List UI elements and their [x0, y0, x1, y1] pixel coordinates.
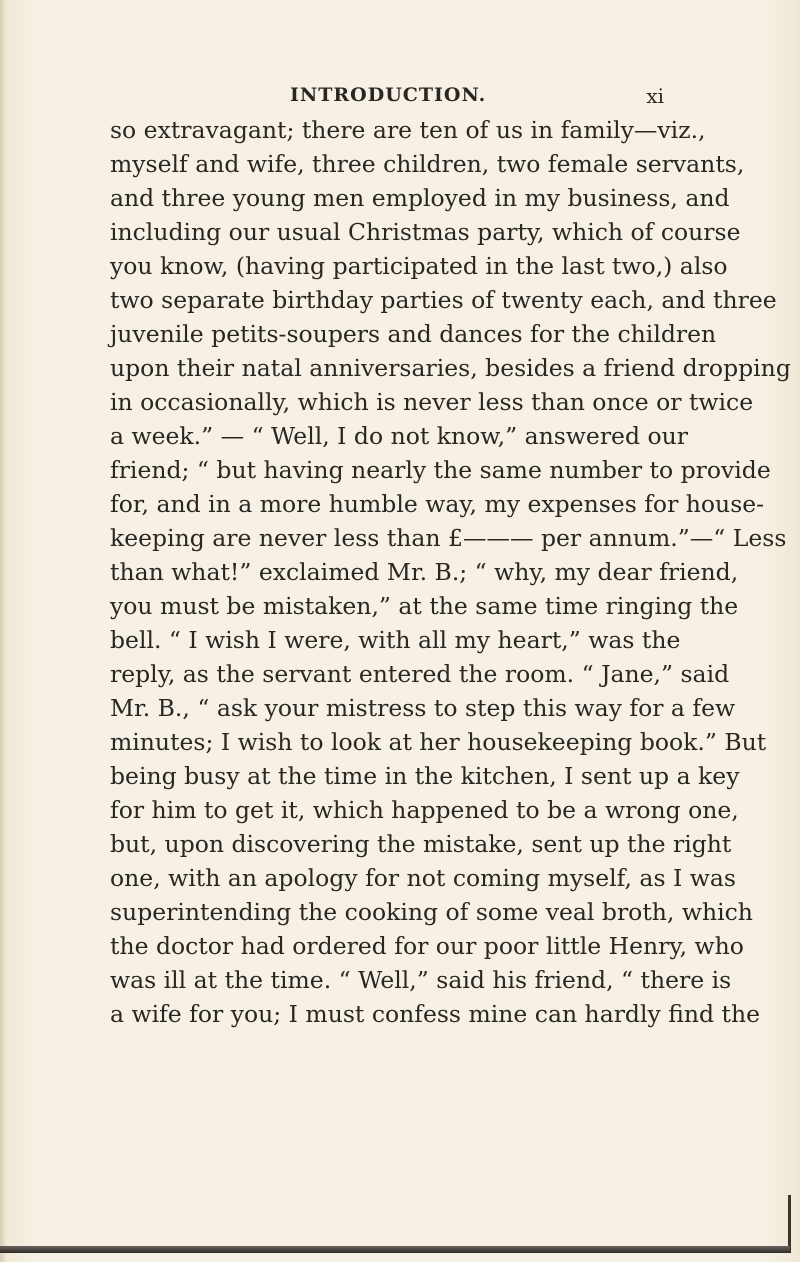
text-line: you know, (having participated in the last two,) also	[110, 252, 728, 280]
page-number: xi	[646, 84, 664, 108]
text-line: Mr. B., “ ask your mistress to step this way for a few	[110, 694, 736, 722]
text-line: being busy at the time in the kitchen, I sent up a key	[110, 762, 740, 790]
text-line: a wife for you; I must confess mine can hardly find the	[110, 1000, 761, 1028]
text-line: for, and in a more humble way, my expenses for house-	[110, 490, 765, 518]
page-bottom-edge	[0, 1246, 790, 1253]
body-text	[110, 113, 791, 1031]
text-line: including our usual Christmas party, which of course	[110, 218, 741, 246]
text-line: myself and wife, three children, two female servants,	[110, 150, 745, 178]
text-line: was ill at the time. “ Well,” said his friend, “ there is	[110, 966, 732, 994]
text-line: minutes; I wish to look at her housekeeping book.” But	[110, 728, 767, 756]
running-title: INTRODUCTION.	[290, 84, 487, 106]
text-line: juvenile petits-soupers and dances for the children	[110, 320, 717, 348]
text-line: than what!” exclaimed Mr. B.; “ why, my dear friend,	[110, 558, 739, 586]
text-line: one, with an apology for not coming myself, as I was	[110, 864, 736, 892]
page-gutter-edge	[0, 0, 6, 1262]
text-line: two separate birthday parties of twenty each, and three	[110, 286, 777, 314]
text-line: upon their natal anniversaries, besides a friend dropping	[110, 354, 791, 382]
text-line: in occasionally, which is never less than once or twice	[110, 388, 754, 416]
text-line: but, upon discovering the mistake, sent up the right	[110, 830, 732, 858]
text-line: reply, as the servant entered the room. “ Jane,” said	[110, 660, 730, 688]
text-line: for him to get it, which happened to be a wrong one,	[110, 796, 739, 824]
text-line: bell. “ I wish I were, with all my heart,” was the	[110, 626, 681, 654]
text-line: friend; “ but having nearly the same number to provide	[110, 456, 771, 484]
text-line: superintending the cooking of some veal broth, which	[110, 898, 753, 926]
text-line: keeping are never less than £——— per annum.”—“ Less	[110, 524, 787, 552]
text-line: so extravagant; there are ten of us in family—viz.,	[110, 116, 706, 144]
running-head	[110, 84, 670, 114]
page-edge-mark	[788, 1195, 791, 1253]
text-line: the doctor had ordered for our poor little Henry, who	[110, 932, 744, 960]
text-line: you must be mistaken,” at the same time ringing the	[110, 592, 739, 620]
text-line: a week.” — “ Well, I do not know,” answered our	[110, 422, 688, 450]
text-line: and three young men employed in my business, and	[110, 184, 730, 212]
